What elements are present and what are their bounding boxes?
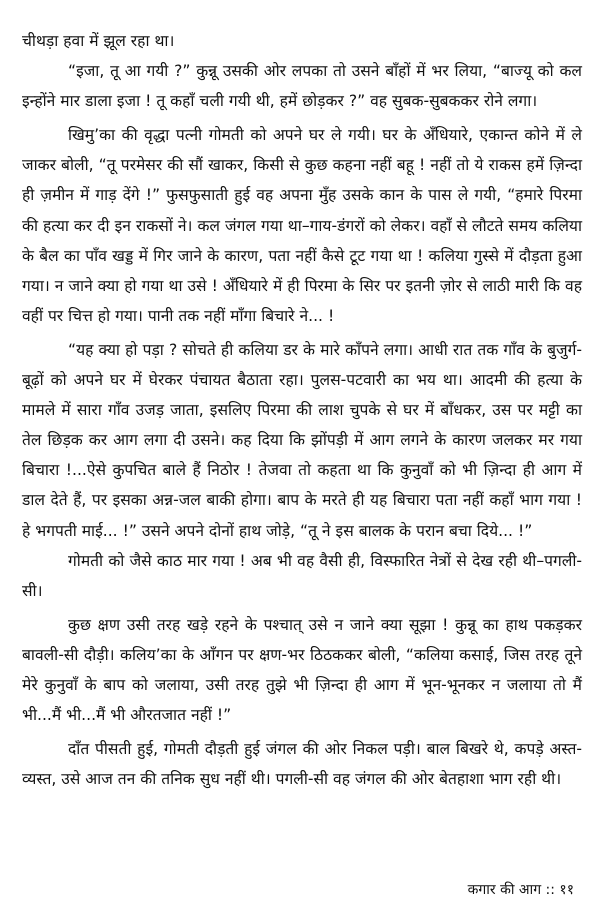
paragraph-4: “यह क्या हो पड़ा ? सोचते ही कलिया डर के मारे काँपने लगा। आधी रात तक गाँव के बुजुर्ग-बूढ़ों को अपने घर में घेरकर पंचायत बैठाता रहा। पुलस-पटवारी का भय था। आदमी की हत्या के मामले में सारा गाँव उजड़ जाता, इसलिए पिरमा की लाश चुपके से घर में बाँधकर, उस पर मट्टी का तेल छिड़क कर आग लगा दी उसने। कह दिया कि झोंपड़ी में आग लगने के कारण जलकर मर गया बिचारा !...ऐसे कुपचित बाले हैं निठोर ! तेजवा तो कहता था कि कुनुवाँ को भी ज़िन्दा ही आग में डाल देते हैं, पर इसका अन्न-जल बाकी होगा। बाप के मरते ही यह बिचारा पता नहीं कहाँ भाग गया ! हे भगपती माई... !” उसने अपने दोनों हाथ जोड़े, “तू ने इस बालक के परान बचा दिये... !” [22,340,582,540]
paragraph-3: खिमु’का की वृद्धा पत्नी गोमती को अपने घर ले गयी। घर के अँधियारे, एकान्त कोने में ले जाकर बोली, “तू परमेसर की सौं खाकर, किसी से कुछ कहना नहीं बहू ! नहीं तो ये राकस हमें ज़िन्दा ही ज़मीन में गाड़ देंगे !” फुसफुसाती हुई वह अपना मुँह उसके कान के पास ले गयी, “हमारे पिरमा की हत्या कर दी इन राकसों ने। कल जंगल गया था–गाय-डंगरों को लेकर। वहाँ से लौटते समय कलिया के बैल का पाँव खड्ड में गिर जाने के कारण, पता नहीं कैसे टूट गया था ! कलिया गुस्से में दौड़ता हुआ गया। न जाने क्या हो गया था उसे ! अँधियारे में ही पिरमा के सिर पर इतनी ज़ोर से लाठी मारी कि वह वहीं पर चित्त हो गया। पानी तक नहीं माँगा बिचारे ने... ! [22,126,582,325]
page-footer-running-title: कगार की आग :: ११ [467,882,574,898]
paragraph-1: चीथड़ा हवा में झूल रहा था। [22,32,175,50]
paragraph-7: दाँत पीसती हुई, गोमती दौड़ती हुई जंगल की ओर निकल पड़ी। बाल बिखरे थे, कपड़े अस्त-व्यस्त, उसे आज तन की तनिक सुध नहीं थी। पगली-सी वह जंगल की ओर बेतहाशा भाग रही थी। [22,740,582,789]
paragraph-2: “इजा, तू आ गयी ?” कुन्नू उसकी ओर लपका तो उसने बाँहों में भर लिया, “बाज्यू को कल इन्होंने मार डाला इजा ! तू कहाँ चली गयी थी, हमें छोड़कर ?” वह सुबक-सुबककर रोने लगा। [22,62,582,111]
page-body [22,26,582,794]
paragraph-6: कुछ क्षण उसी तरह खड़े रहने के पश्चात् उसे न जाने क्या सूझा ! कुन्नू का हाथ पकड़कर बावली-सी दौड़ी। कलिय’का के आँगन पर क्षण-भर ठिठककर बोली, “कलिया कसाई, जिस तरह तूने मेरे कुनुवाँ के बाप को जलाया, उसी तरह तुझे भी ज़िन्दा ही आग में भून-भूनकर न जलाया तो मैं भी...मैं भी...मैं भी औरतजात नहीं !” [22,615,582,725]
paragraph-5: गोमती को जैसे काठ मार गया ! अब भी वह वैसी ही, विस्फारित नेत्रों से देख रही थी–पगली-सी। [22,551,582,600]
